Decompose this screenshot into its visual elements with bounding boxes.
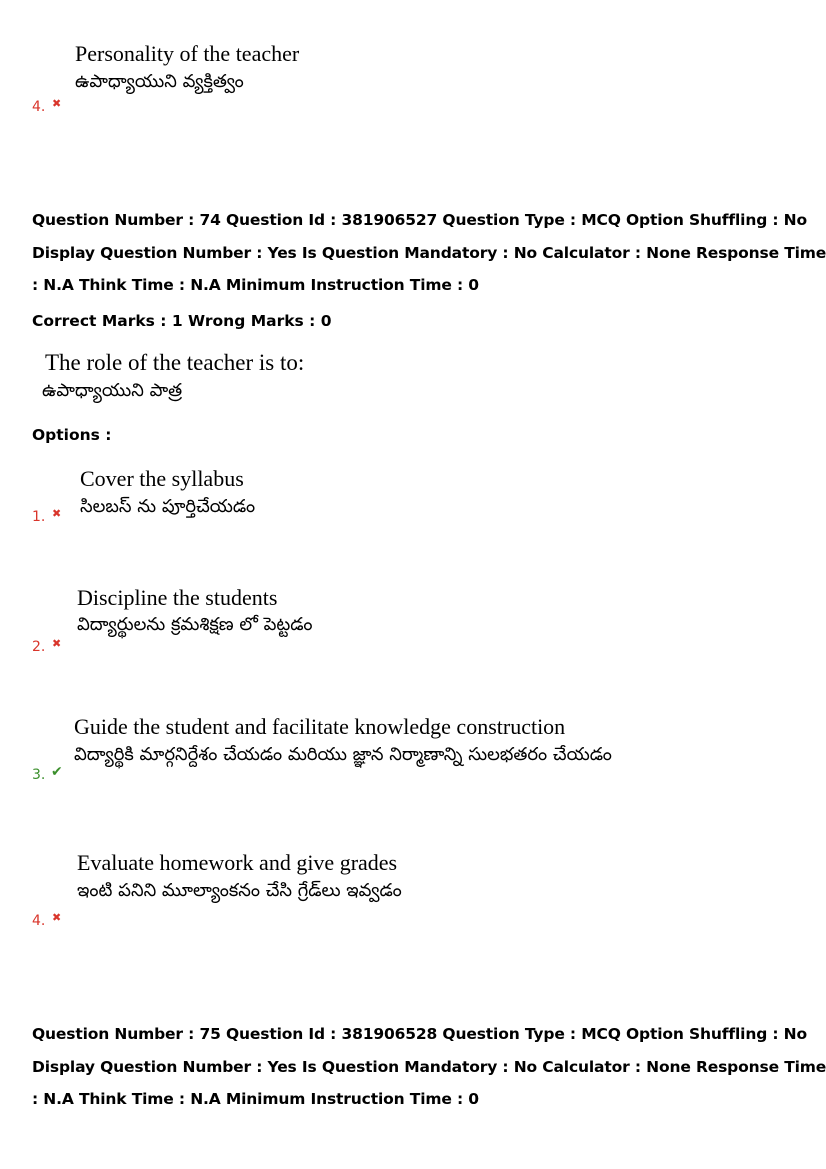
q74-question-te: ఉపాధ్యాయుని పాత్ర bbox=[42, 380, 183, 401]
q74-options-label: Options : bbox=[32, 426, 112, 444]
q74-option-1-text-en: Cover the syllabus bbox=[80, 466, 244, 491]
cross-icon: ✖ bbox=[52, 97, 62, 110]
q74-option-3-text-te: విద్యార్థికి మార్గనిర్దేశం చేయడం మరియు జ్ఞాన నిర్మాణాన్ని సులభతరం చేయడం bbox=[74, 744, 612, 765]
q74-option-3-text-en: Guide the student and facilitate knowledge construction bbox=[74, 714, 566, 739]
q74-meta-line-1: Question Number : 74 Question Id : 381906527 Question Type : MCQ Option Shuffling : No bbox=[32, 211, 808, 229]
q74-option-4-text-en: Evaluate homework and give grades bbox=[77, 850, 398, 875]
prev-option-4-number: 4. bbox=[32, 99, 46, 115]
cross-icon: ✖ bbox=[52, 507, 62, 520]
q74-marks: Correct Marks : 1 Wrong Marks : 0 bbox=[32, 312, 332, 330]
prev-option-4-text-en: Personality of the teacher bbox=[75, 41, 300, 66]
cross-icon: ✖ bbox=[52, 637, 62, 650]
cross-icon: ✖ bbox=[52, 911, 62, 924]
q74-question-en: The role of the teacher is to: bbox=[45, 350, 305, 375]
q74-option-2-text-en: Discipline the students bbox=[77, 585, 278, 610]
q74-meta bbox=[32, 204, 826, 302]
q74-option-4-number: 4. bbox=[32, 913, 46, 929]
q74-option-1-text-te: సిలబస్ ను పూర్తిచేయడం bbox=[80, 496, 256, 517]
q75-meta-line-2: Display Question Number : Yes Is Question Mandatory : No Calculator : None Response Time bbox=[32, 1057, 826, 1076]
q74-meta-line-3: : N.A Think Time : N.A Minimum Instruction Time : 0 bbox=[32, 276, 479, 294]
q74-option-1-number: 1. bbox=[32, 509, 46, 525]
q74-option-4-text-te: ఇంటి పనిని మూల్యాంకనం చేసి గ్రేడ్‌లు ఇవ్వడం bbox=[77, 880, 402, 901]
q75-meta bbox=[32, 1018, 826, 1116]
q74-option-2-text-te: విద్యార్థులను క్రమశిక్షణ లో పెట్టడం bbox=[77, 614, 313, 635]
q75-meta-line-3: : N.A Think Time : N.A Minimum Instruction Time : 0 bbox=[32, 1090, 479, 1108]
q74-meta-line-2: Display Question Number : Yes Is Question Mandatory : No Calculator : None Response Time bbox=[32, 243, 826, 262]
q74-option-2-number: 2. bbox=[32, 639, 46, 655]
q75-meta-line-1: Question Number : 75 Question Id : 381906528 Question Type : MCQ Option Shuffling : No bbox=[32, 1025, 808, 1043]
q74-option-3-number: 3. bbox=[32, 767, 46, 783]
prev-option-4-text-te: ఉపాధ్యాయుని వ్యక్తిత్వం bbox=[75, 71, 244, 92]
check-icon: ✔ bbox=[51, 764, 63, 780]
